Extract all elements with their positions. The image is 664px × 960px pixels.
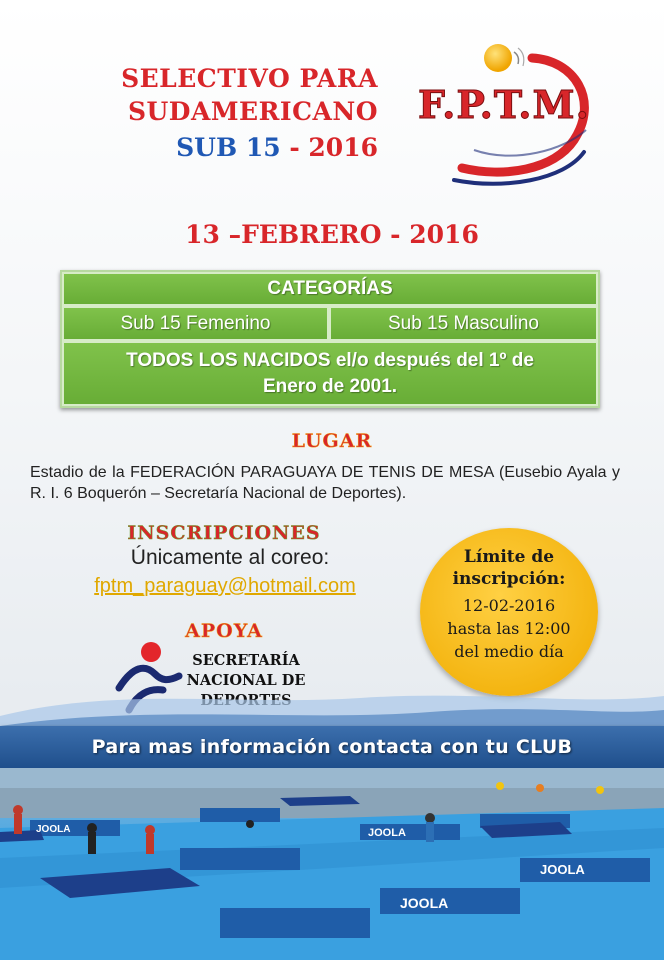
logo-text: F.P.T.M. [418, 82, 590, 127]
title-line-2: SUDAMERICANO [127, 97, 378, 126]
deadline-title-line-1: Límite de [463, 547, 555, 567]
email-link[interactable]: fptm_paraguay@hotmail.com [94, 575, 356, 597]
sign-text: JOOLA [36, 824, 71, 835]
event-title [80, 62, 378, 166]
deadline-period: del medio día [454, 642, 564, 661]
inscripciones-text: Únicamente al coreo: [130, 546, 330, 569]
categories-note: TODOS LOS NACIDOS el/o después del 1º de Enero de 2001. [62, 341, 598, 406]
categories-header: CATEGORÍAS [62, 272, 598, 306]
title-line-3 [80, 130, 378, 166]
deadline-date: 12-02-2016 [462, 596, 556, 615]
category-male: Sub 15 Masculino [329, 306, 598, 341]
contact-banner: Para mas información contacta con tu CLUB [0, 726, 664, 768]
sign-text: JOOLA [400, 895, 449, 911]
category-female: Sub 15 Femenino [62, 306, 329, 341]
sign-text: JOOLA [368, 827, 406, 839]
title-year: 2016 [308, 133, 378, 162]
deadline-title [420, 546, 598, 590]
deadline-title-line-2: inscripción: [452, 569, 566, 589]
inscripciones-title: INSCRIPCIONES [127, 522, 321, 544]
snd-line-1: SECRETARÍA [192, 652, 300, 669]
apoya-title: APOYA [185, 620, 263, 642]
title-line-1: SELECTIVO PARA [121, 64, 378, 93]
deadline-time: hasta las 12:00 [447, 619, 571, 638]
title-sub: SUB 15 [176, 133, 281, 162]
event-date: 13 –FEBRERO - 2016 [185, 220, 479, 249]
deadline-details [420, 594, 598, 663]
deadline-badge [420, 528, 598, 696]
categories-table [60, 270, 600, 408]
arena-photo [0, 768, 664, 960]
lugar-text: Estadio de la FEDERACIÓN PARAGUAYA DE TENIS DE MESA (Eusebio Ayala y R. I. 6 Boquerón – Secretaría Nacional de Deportes). [30, 464, 620, 502]
lugar-title: LUGAR [291, 430, 373, 452]
title-sep: - [280, 133, 309, 162]
snd-line-2: NACIONAL DE [186, 672, 306, 689]
sign-text: JOOLA [540, 862, 585, 877]
